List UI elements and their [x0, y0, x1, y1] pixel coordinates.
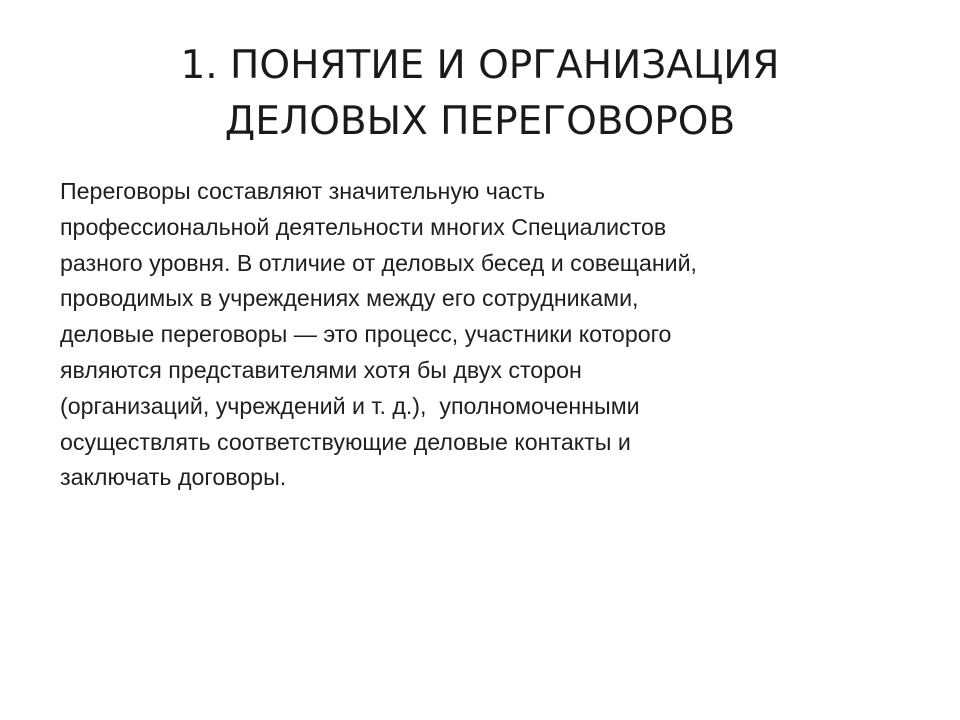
body-text-line: профессиональной деятельности многих Специалистов [60, 213, 667, 240]
body-text-line: проводимых в учреждениях между его сотрудниками, [60, 285, 639, 312]
body-text-line: являются представителями хотя бы двух сторон [60, 356, 582, 383]
slide-title-line: ДЕЛОВЫХ ПЕРЕГОВОРОВ [224, 99, 736, 144]
slide-body-text [60, 174, 920, 496]
body-text-line: осуществлять соответствующие деловые контакты и [60, 428, 631, 455]
slide-title [40, 38, 920, 150]
body-text-line: (организаций, учреждений и т. д.), уполномоченными [60, 392, 640, 419]
slide-title-line: 1. ПОНЯТИЕ И ОРГАНИЗАЦИЯ [180, 43, 780, 88]
body-text-line: заключать договоры. [60, 464, 287, 491]
body-text-line: разного уровня. В отличие от деловых бесед и совещаний, [60, 249, 697, 276]
body-text-line: деловые переговоры — это процесс, участники которого [60, 321, 672, 348]
body-text-line: Переговоры составляют значительную часть [60, 178, 546, 204]
